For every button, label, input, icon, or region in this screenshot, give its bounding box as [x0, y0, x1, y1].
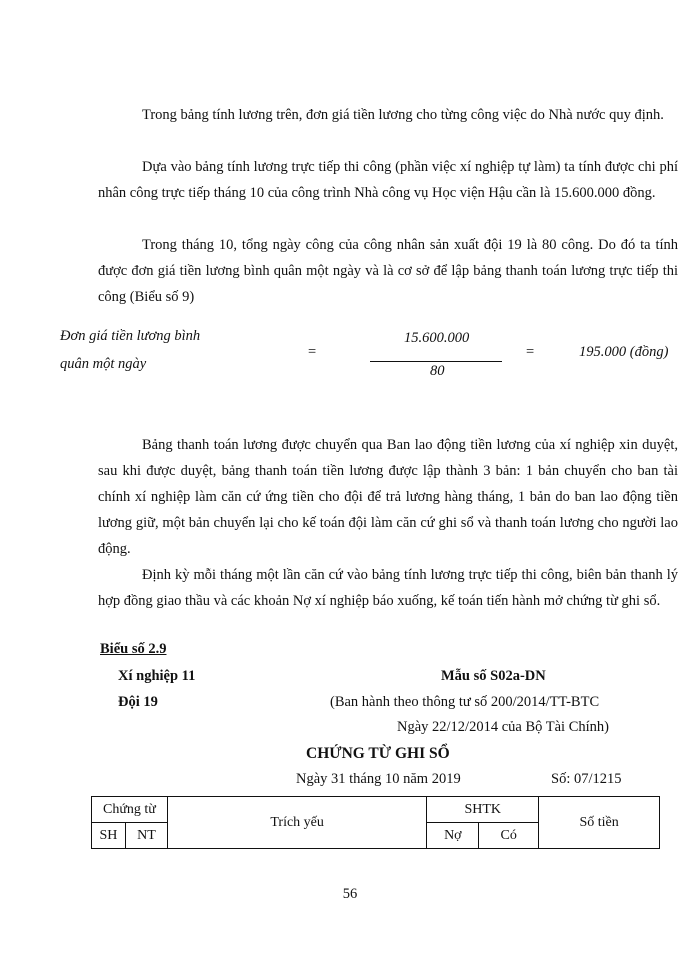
header-so-tien: Số tiền: [539, 797, 660, 849]
formula-result: 195.000 (đồng): [579, 344, 669, 360]
form-note-1: (Ban hành theo thông tư số 200/2014/TT-BTC: [330, 694, 600, 710]
header-sh: SH: [92, 823, 126, 849]
unit-line-1: Xí nghiệp 11: [118, 668, 196, 684]
header-trich-yeu: Trích yếu: [167, 797, 426, 849]
voucher-caption: Biểu số 2.9: [100, 641, 167, 657]
formula-equals-1: =: [308, 344, 317, 360]
formula-numerator: 15.600.000: [404, 330, 470, 346]
voucher-number: Số: 07/1215: [551, 771, 622, 787]
header-nt: NT: [125, 823, 167, 849]
page-number: 56: [342, 886, 358, 902]
paragraph-4: Bảng thanh toán lương được chuyển qua Ban lao động tiền lương của xí nghiệp xin duyệt, sau khi được duyệt, bảng thanh toán tiền lương được lập thành 3 bản: 1 bản chuyển cho ban tài chính xí nghiệp làm căn cứ ứng tiền cho đội để trả lương hàng tháng, 1 bản do ban lao động tiền lương giữ, một bản chuyển lại cho kế toán đội làm căn cứ ghi sổ và thanh toán lương cho người lao động.: [98, 437, 678, 557]
header-co: Có: [479, 823, 539, 849]
paragraph-3: Trong tháng 10, tổng ngày công của công nhân sản xuất đội 19 là 80 công. Do đó ta tính được đơn giá tiền lương bình quân một ngày và là cơ sở để lập bảng thanh toán lương trực tiếp thi công (Biểu số 9): [98, 237, 678, 305]
fraction-line: [370, 361, 502, 362]
ledger-table: [91, 796, 660, 849]
form-code: Mẫu số S02a-DN: [441, 668, 546, 684]
formula-denominator: 80: [430, 363, 445, 379]
form-note-2: Ngày 22/12/2014 của Bộ Tài Chính): [397, 719, 609, 735]
header-no: Nợ: [427, 823, 479, 849]
formula-equals-2: =: [526, 344, 535, 360]
unit-line-2: Đội 19: [118, 694, 158, 710]
document-title: CHỨNG TỪ GHI SỔ: [306, 745, 450, 762]
header-shtk: SHTK: [427, 797, 539, 823]
formula-label-line2: quân một ngày: [60, 356, 147, 372]
voucher-date: Ngày 31 tháng 10 năm 2019: [296, 771, 461, 787]
paragraph-2: Dựa vào bảng tính lương trực tiếp thi công (phần việc xí nghiệp tự làm) ta tính được chi phí nhân công trực tiếp tháng 10 của công trình Nhà công vụ Học viện Hậu cần là 15.600.000 đồng.: [98, 159, 678, 201]
paragraph-5: Định kỳ mỗi tháng một lần căn cứ vào bảng tính lương trực tiếp thi công, biên bản thanh lý hợp đồng giao thầu và các khoản Nợ xí nghiệp báo xuống, kế toán tiến hành mở chứng từ ghi sổ.: [98, 567, 678, 609]
paragraph-1: Trong bảng tính lương trên, đơn giá tiền lương cho từng công việc do Nhà nước quy định.: [142, 107, 664, 123]
header-chung-tu: Chứng từ: [92, 797, 168, 823]
formula-label-line1: Đơn giá tiền lương bình: [60, 328, 201, 344]
